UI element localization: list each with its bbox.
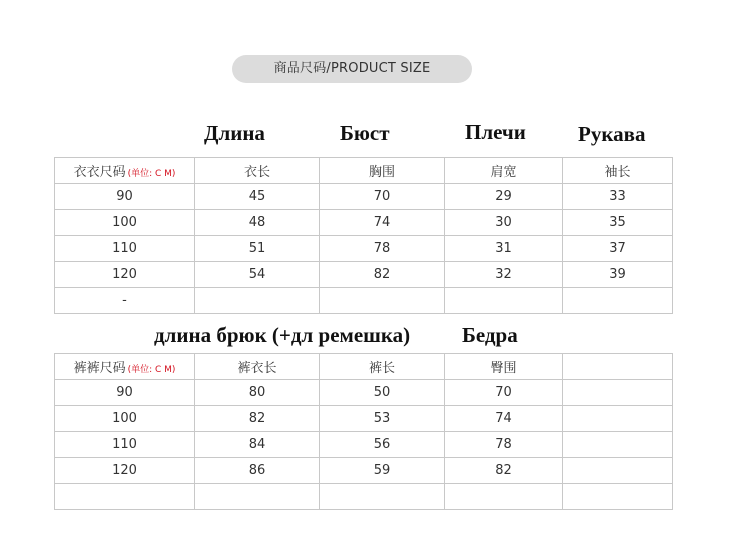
table-cell: 53 [320,406,445,432]
table-cell: 56 [320,432,445,458]
bottom-size-table [54,353,673,510]
label-pants-length: длина брюк (+дл ремешка) [154,323,411,347]
label-shoulders: Плечи [465,120,526,144]
table-cell: 29 [445,184,563,210]
table-cell: 74 [445,406,563,432]
table-cell: 82 [195,406,320,432]
table-cell [320,484,445,510]
table-row [55,236,673,262]
size-cell: 120 [55,458,195,484]
column-header [563,354,673,380]
table-cell: 78 [320,236,445,262]
size-cell [55,484,195,510]
size-header-label: 裤裤尺码 [73,361,126,376]
table-cell: 82 [445,458,563,484]
size-cell: - [55,288,195,314]
column-header: 衣长 [195,158,320,184]
label-sleeves: Рукава [578,122,646,146]
table-cell: 48 [195,210,320,236]
table-cell [563,484,673,510]
table-header-row [55,354,673,380]
size-cell: 110 [55,236,195,262]
table-cell: 33 [563,184,673,210]
size-cell: 120 [55,262,195,288]
table-cell: 86 [195,458,320,484]
table-header-row [55,158,673,184]
table-row [55,210,673,236]
label-bust: Бюст [340,121,390,145]
size-header-cell [55,354,195,380]
table-row [55,288,673,314]
table-cell: 80 [195,380,320,406]
column-header: 裤衣长 [195,354,320,380]
table-cell [195,288,320,314]
size-cell: 90 [55,184,195,210]
table-cell: 31 [445,236,563,262]
table-cell: 78 [445,432,563,458]
table-cell: 70 [320,184,445,210]
top-size-table [54,157,673,314]
table-cell: 37 [563,236,673,262]
table-cell [563,288,673,314]
size-header-label: 衣衣尺码 [73,165,126,180]
unit-label: (单位: C M) [127,169,176,179]
table-cell: 74 [320,210,445,236]
column-header: 肩宽 [445,158,563,184]
size-header-cell [55,158,195,184]
table-row [55,406,673,432]
unit-label: (单位: C M) [127,365,176,375]
table-row [55,184,673,210]
column-header: 袖长 [563,158,673,184]
table-row [55,380,673,406]
table-cell: 70 [445,380,563,406]
table-cell: 30 [445,210,563,236]
table-cell: 59 [320,458,445,484]
size-cell: 100 [55,210,195,236]
size-cell: 100 [55,406,195,432]
column-header: 臀围 [445,354,563,380]
product-size-banner: 商品尺码/PRODUCT SIZE [232,55,472,83]
table-cell [563,458,673,484]
size-cell: 110 [55,432,195,458]
label-hips: Бедра [462,323,518,347]
table-cell: 45 [195,184,320,210]
table-cell [563,406,673,432]
label-length: Длина [204,121,265,145]
table-cell: 54 [195,262,320,288]
table-cell: 84 [195,432,320,458]
size-cell: 90 [55,380,195,406]
table-cell [563,432,673,458]
column-header: 胸围 [320,158,445,184]
table-cell [445,288,563,314]
table-cell [445,484,563,510]
table-row [55,458,673,484]
table-cell: 51 [195,236,320,262]
table-cell: 50 [320,380,445,406]
table-cell [320,288,445,314]
table-cell [563,380,673,406]
table-row [55,262,673,288]
column-header: 裤长 [320,354,445,380]
table-row [55,484,673,510]
table-cell: 82 [320,262,445,288]
table-cell: 32 [445,262,563,288]
table-cell: 35 [563,210,673,236]
table-row [55,432,673,458]
table-cell: 39 [563,262,673,288]
table-cell [195,484,320,510]
